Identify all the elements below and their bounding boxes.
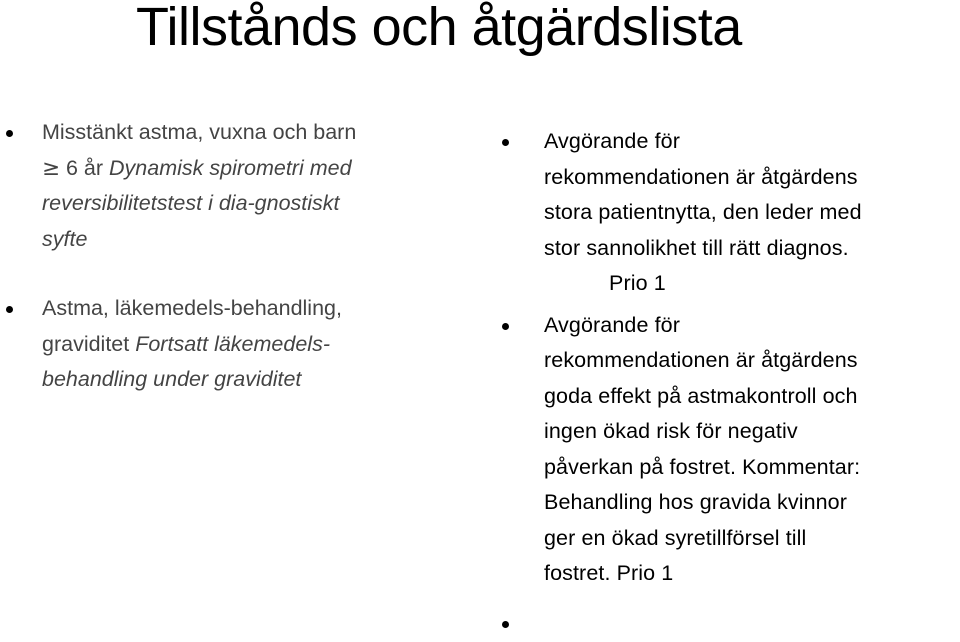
rationale-line: rekommendationen är åtgärdens — [544, 164, 858, 189]
action-text: behandling under graviditet — [42, 367, 302, 391]
bullet-dot-icon — [6, 306, 13, 313]
rationale-line: ger en ökad syretillförsel till — [544, 525, 807, 550]
condition-age: 6 år — [60, 155, 110, 180]
rationale-line: stor sannolikhet till rätt diagnos. — [544, 235, 849, 260]
action-text: Fortsatt läkemedels- — [135, 331, 330, 356]
condition-text: Misstänkt astma, vuxna och barn — [42, 120, 357, 144]
rationale-line: Avgörande för — [544, 129, 680, 153]
condition-text: Astma, läkemedels-behandling, — [42, 296, 342, 320]
rationale-line: påverkan på fostret. Kommentar: — [544, 454, 861, 479]
left-bullet-item — [0, 291, 460, 398]
priority-label: Prio 1 — [616, 561, 674, 585]
right-column — [496, 124, 960, 642]
bullet-dot-icon — [502, 139, 509, 146]
rationale-line: goda effekt på astmakontroll och — [544, 383, 858, 408]
left-bullet-item — [0, 115, 460, 257]
action-text: Dynamisk spirometri med — [109, 155, 352, 180]
rationale-line: Avgörande för — [544, 312, 680, 337]
bullet-dot-icon — [502, 621, 509, 628]
rationale-line: rekommendationen är åtgärdens — [544, 348, 858, 372]
greater-equal-symbol: ≥ — [42, 155, 61, 181]
empty-bullet-item — [496, 606, 960, 642]
condition-text: graviditet — [42, 331, 136, 356]
bullet-dot-icon — [6, 130, 13, 137]
rationale-line: ingen ökad risk för negativ — [544, 419, 798, 443]
right-bullet-item — [496, 124, 960, 302]
rationale-line: fostret. — [544, 561, 617, 585]
slide-title: Tillstånds och åtgärdslista — [136, 0, 742, 57]
priority-label: Prio 1 — [609, 271, 666, 295]
rationale-line: Behandling hos gravida kvinnor — [544, 490, 848, 514]
bullet-dot-icon — [502, 323, 509, 330]
rationale-line: stora patientnytta, den leder med — [544, 200, 862, 224]
left-column — [0, 115, 460, 398]
action-text: syfte — [42, 226, 88, 251]
right-bullet-item — [496, 308, 960, 592]
action-text: reversibilitetstest i dia-gnostiskt — [42, 191, 340, 215]
